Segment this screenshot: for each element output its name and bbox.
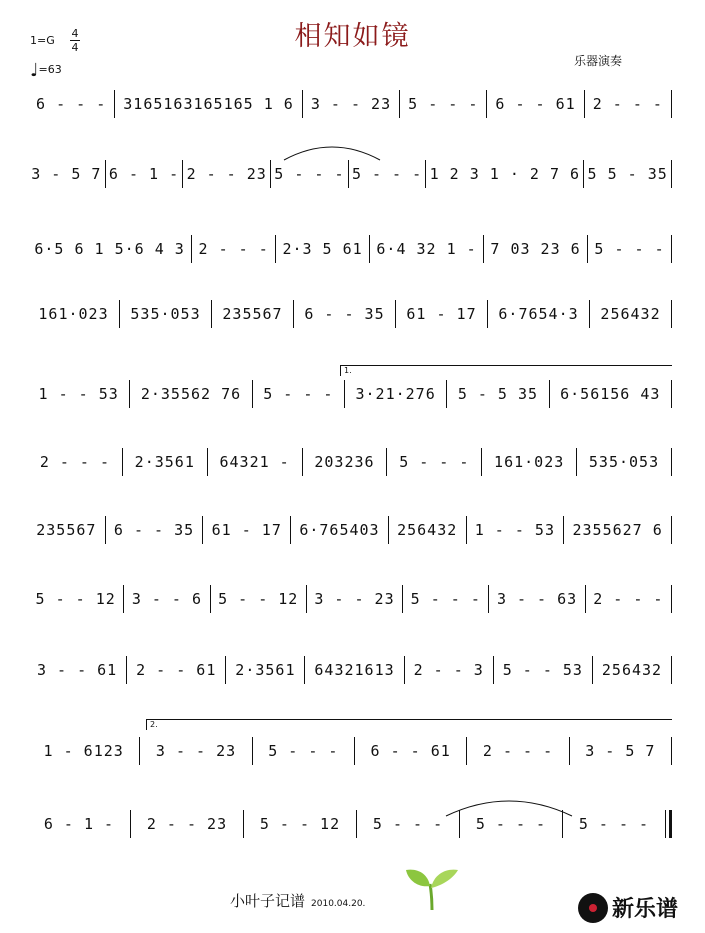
measure: 2 - - 3	[413, 661, 484, 679]
barline	[671, 90, 672, 118]
barline	[671, 300, 672, 328]
measure: 6·5 6 1 5·6 4 3	[34, 240, 185, 258]
measure: 6 - - 61	[370, 742, 451, 760]
measure: 2·35562 76	[140, 385, 242, 403]
final-barline	[665, 810, 672, 838]
measure: 5 - - 53	[502, 661, 583, 679]
footer-date: 2010.04.20.	[311, 899, 366, 909]
score-line	[28, 656, 672, 684]
measure: 203236	[314, 453, 375, 471]
measure: 5 - 5 35	[457, 385, 539, 403]
score-line	[28, 90, 672, 118]
measure: 2355627 6	[572, 521, 663, 539]
barline	[671, 380, 672, 408]
measure: 2 - - 61	[136, 661, 217, 679]
measure: 2 - - -	[39, 453, 111, 471]
score-line	[28, 585, 672, 613]
vinyl-disc-icon	[578, 893, 608, 923]
measure: 5 - - -	[578, 815, 650, 833]
performer-label: 乐器演奏	[574, 54, 623, 68]
barline	[671, 737, 672, 765]
time-signature-bottom: 4	[71, 41, 79, 54]
score-line	[28, 160, 672, 188]
barline	[671, 235, 672, 263]
measure: 3 - 5 7	[585, 742, 656, 760]
measure: 5 - - 12	[259, 815, 341, 833]
measure: 3165163165165 1 6	[123, 95, 294, 113]
measure: 1 2 3 1 · 2 7 6	[429, 165, 581, 183]
measure: 5 - - -	[351, 165, 423, 183]
measure: 5 - - -	[408, 95, 479, 113]
measure: 256432	[397, 521, 458, 539]
measure: 6 - - 35	[304, 305, 385, 323]
measure: 535·053	[130, 305, 201, 323]
measure: 6·56156 43	[560, 385, 661, 403]
measure: 5 5 - 35	[587, 165, 668, 183]
measure: 5 - - -	[594, 240, 665, 258]
measure: 161·023	[38, 305, 109, 323]
brand-logo	[578, 892, 678, 923]
slur-row11	[444, 794, 574, 818]
key-signature: 1=G	[30, 34, 55, 47]
score-line	[28, 448, 672, 476]
measure: 3 - - 63	[496, 590, 578, 608]
measure: 6 - 1 -	[108, 165, 180, 183]
measure: 235567	[222, 305, 283, 323]
barline	[671, 160, 672, 188]
measure: 5 - - -	[263, 385, 334, 403]
measure: 2 - - -	[482, 742, 554, 760]
measure: 3 - 5 7	[31, 165, 102, 183]
measure: 535·053	[588, 453, 660, 471]
ending-bracket-2: 2.	[146, 719, 672, 730]
ending-bracket-1: 1.	[340, 365, 672, 376]
measure: 5 - - -	[274, 165, 345, 183]
measure: 6 - - -	[36, 95, 107, 113]
footer-transcriber: 小叶子记谱	[230, 892, 306, 910]
measure: 5 - - 12	[218, 590, 299, 608]
measure: 5 - - -	[399, 453, 470, 471]
score-line	[28, 235, 672, 263]
measure: 6·765403	[299, 521, 380, 539]
measure: 3 - - 23	[310, 95, 392, 113]
measure: 2·3561	[235, 661, 296, 679]
score-line	[28, 737, 672, 765]
measure: 2·3 5 61	[282, 240, 363, 258]
measure: 256432	[600, 305, 661, 323]
barline	[671, 516, 672, 544]
measure: 3 - - 23	[314, 590, 395, 608]
measure: 2 - - 23	[186, 165, 267, 183]
measure: 7 03 23 6	[490, 240, 581, 258]
tempo-marking	[30, 60, 62, 81]
measure: 1 - - 53	[474, 521, 555, 539]
measure: 1 - 6123	[43, 742, 124, 760]
measure: 5 - - -	[475, 815, 547, 833]
measure: 1 - - 53	[38, 385, 119, 403]
measure: 64321613	[314, 661, 395, 679]
brand-name: 新乐谱	[612, 897, 679, 922]
measure: 61 - 17	[211, 521, 282, 539]
barline	[671, 656, 672, 684]
measure: 256432	[601, 661, 663, 679]
measure: 3 - - 6	[131, 590, 203, 608]
measure: 3·21·276	[355, 385, 436, 403]
measure: 61 - 17	[406, 305, 477, 323]
measure: 6·4 32 1 -	[376, 240, 477, 258]
measure: 2 - - 23	[146, 815, 228, 833]
measure: 5 - - -	[410, 590, 481, 608]
measure: 6·7654·3	[498, 305, 579, 323]
measure: 6 - 1 -	[43, 815, 115, 833]
measure: 2·3561	[134, 453, 195, 471]
measure: 5 - - 12	[35, 590, 116, 608]
measure: 2 - - -	[198, 240, 269, 258]
score-line	[28, 300, 672, 328]
measure: 2 - - -	[592, 95, 663, 113]
time-signature-top: 4	[71, 27, 79, 40]
measure: 235567	[36, 521, 97, 539]
measure: 3 - - 23	[155, 742, 237, 760]
score-line	[28, 380, 672, 408]
score-line	[28, 516, 672, 544]
measure: 2 - - -	[593, 590, 664, 608]
measure: 6 - - 61	[495, 95, 576, 113]
barline	[671, 585, 672, 613]
slur-row2	[282, 140, 382, 162]
time-signature	[68, 27, 82, 54]
quarter-note-icon: ♩	[30, 60, 39, 81]
measure: 3 - - 61	[36, 661, 118, 679]
measure: 161·023	[494, 453, 565, 471]
sprout-logo-icon	[404, 866, 460, 912]
score-line	[28, 810, 672, 838]
footer-credit	[230, 890, 365, 911]
page-title: 相知如镜	[294, 21, 411, 52]
measure: 6 - - 35	[113, 521, 195, 539]
barline	[671, 448, 672, 476]
measure: 64321 -	[219, 453, 290, 471]
tempo-value: =63	[38, 63, 62, 76]
measure: 5 - - -	[372, 815, 444, 833]
measure: 5 - - -	[268, 742, 339, 760]
